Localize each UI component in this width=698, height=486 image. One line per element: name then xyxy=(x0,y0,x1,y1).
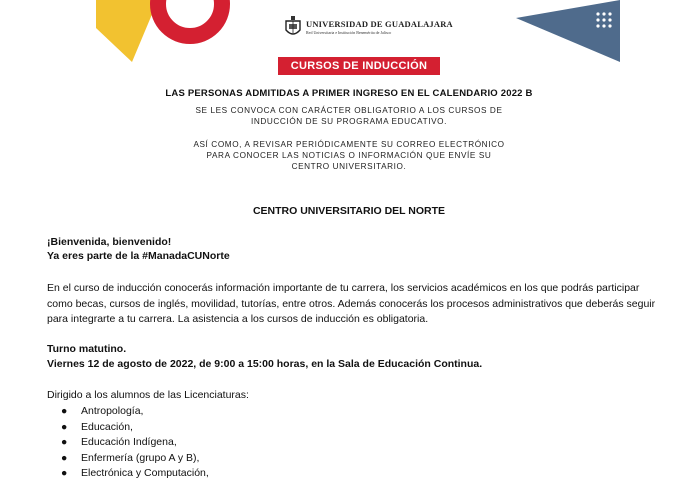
header-banner xyxy=(0,0,698,82)
list-item xyxy=(61,404,209,420)
schedule-block xyxy=(47,342,482,372)
announcement-line: ASÍ COMO, A REVISAR PERIÓDICAMENTE SU CORREO ELECTRÓNICO xyxy=(193,140,505,149)
degree-name: Electrónica y Computación, xyxy=(81,467,209,479)
bullet-icon: ● xyxy=(61,436,68,448)
announcement-email-notice xyxy=(0,139,698,172)
university-name: UNIVERSIDAD DE GUADALAJARA xyxy=(306,19,453,29)
degree-name: Enfermería (grupo A y B), xyxy=(81,451,200,464)
announcement-line: CENTRO UNIVERSITARIO. xyxy=(291,162,407,171)
decorative-shapes-right xyxy=(516,0,620,62)
announcement-line: PARA CONOCER LAS NOTICIAS O INFORMACIÓN QUE ENVÍE SU xyxy=(206,151,492,160)
decorative-shapes-left xyxy=(96,0,236,62)
welcome-message xyxy=(47,235,230,263)
bullet-icon: ● xyxy=(61,467,68,479)
paragraph-line: En el curso de inducción conocerás información importante de tu carrera, los servicios académicos en los que podrás participar xyxy=(47,282,640,294)
induction-courses-label: CURSOS DE INDUCCIÓN xyxy=(278,57,440,75)
announcement-convocation xyxy=(0,105,698,127)
bullet-icon: ● xyxy=(61,405,68,417)
induction-paragraph xyxy=(47,281,677,328)
schedule-detail: Viernes 12 de agosto de 2022, de 9:00 a 15:00 horas, en la Sala de Educación Continua. xyxy=(47,358,483,370)
degree-name: Educación Indígena, xyxy=(81,436,177,448)
university-subtitle: Red Universitaria e Institución Benemérita de Jalisco xyxy=(306,30,392,35)
university-crest-icon xyxy=(284,16,302,38)
welcome-hashtag: Ya eres parte de la #ManadaCUNorte xyxy=(47,250,230,262)
degree-name: Antropología, xyxy=(81,405,144,417)
welcome-line: ¡Bienvenida, bienvenido! xyxy=(47,236,172,248)
list-item xyxy=(61,435,209,451)
degree-list xyxy=(61,404,209,482)
schedule-title: Turno matutino. xyxy=(47,343,127,355)
paragraph-line: como becas, cursos de inglés, movilidad, tutorías, entre otros. Además conocerás los procesos administrativos que deberás seguir xyxy=(47,297,656,310)
list-item xyxy=(61,466,209,482)
bullet-icon: ● xyxy=(61,451,68,464)
bullet-icon: ● xyxy=(61,420,68,433)
announcement-headline: LAS PERSONAS ADMITIDAS A PRIMER INGRESO EN EL CALENDARIO 2022 B xyxy=(165,88,533,99)
list-item xyxy=(61,451,209,467)
announcement-line: INDUCCIÓN DE SU PROGRAMA EDUCATIVO. xyxy=(251,117,447,126)
announcement-line: SE LES CONVOCA CON CARÁCTER OBLIGATORIO A LOS CURSOS DE xyxy=(195,106,503,115)
university-logo xyxy=(284,16,453,38)
audience-intro: Dirigido a los alumnos de las Licenciaturas: xyxy=(47,389,249,401)
list-item xyxy=(61,420,209,436)
center-title: CENTRO UNIVERSITARIO DEL NORTE xyxy=(252,205,446,217)
degree-name: Educación, xyxy=(81,420,133,433)
paragraph-line: para integrarte a tu carrera. La asistencia a los cursos de inducción es obligatoria. xyxy=(47,313,429,325)
